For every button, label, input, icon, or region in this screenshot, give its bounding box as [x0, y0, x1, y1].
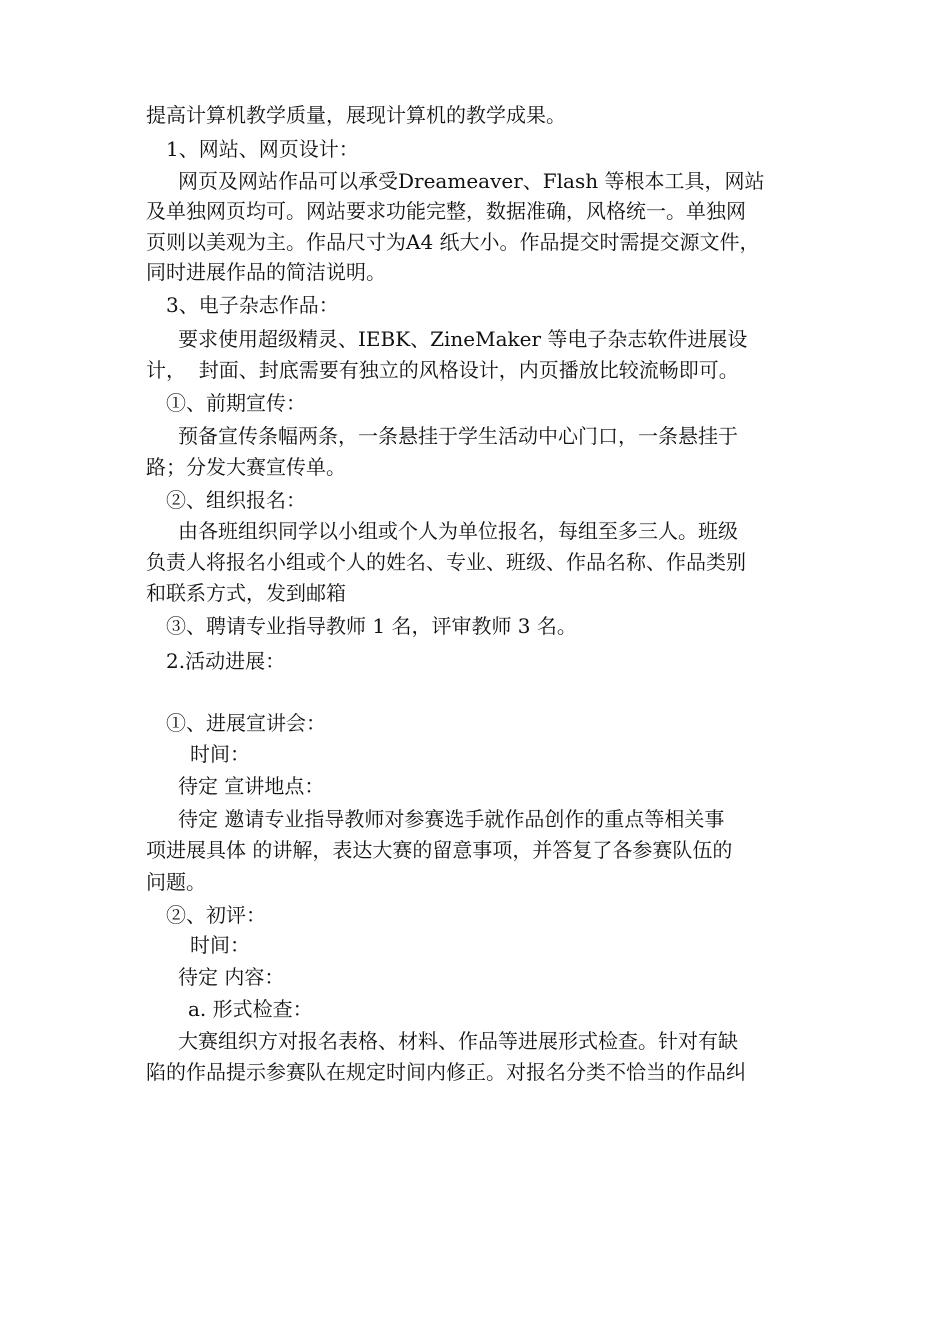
paragraph-line: 大赛组织方对报名表格、材料、作品等进展形式检查。针对有缺 — [178, 1029, 738, 1053]
paragraph-line: 路；分发大赛宣传单。 — [146, 455, 346, 479]
paragraph-line: 和联系方式，发到邮箱 — [146, 581, 346, 605]
section-heading: 2.活动进展： — [166, 649, 286, 673]
paragraph-line: 待定 内容： — [178, 965, 285, 989]
section-heading: ①、进展宣讲会： — [166, 711, 326, 735]
paragraph-line: 计， 封面、封底需要有独立的风格设计，内页播放比较流畅即可。 — [146, 358, 739, 382]
paragraph-line: 要求使用超级精灵、IEBK、ZineMaker 等电子杂志软件进展设 — [178, 327, 748, 351]
section-heading: ①、前期宣传： — [166, 391, 306, 415]
paragraph-line: 时间： — [190, 742, 250, 766]
section-heading: ②、初评： — [166, 903, 266, 927]
paragraph-line: 预备宣传条幅两条，一条悬挂于学生活动中心门口，一条悬挂于 — [178, 424, 738, 448]
paragraph-line: 待定 宣讲地点： — [178, 774, 325, 798]
paragraph-line: 页则以美观为主。作品尺寸为A4 纸大小。作品提交时需提交源文件， — [146, 230, 760, 254]
paragraph-line: 问题。 — [146, 870, 206, 894]
paragraph-line: 及单独网页均可。网站要求功能完整，数据准确，风格统一。单独网 — [146, 199, 746, 223]
section-heading: ②、组织报名： — [166, 488, 306, 512]
paragraph-line: 时间： — [190, 933, 250, 957]
paragraph-line: 待定 邀请专业指导教师对参赛选手就作品创作的重点等相关事 — [178, 807, 725, 831]
paragraph-line: 项进展具体 的讲解，表达大赛的留意事项，并答复了各参赛队伍的 — [146, 838, 733, 862]
section-heading: 3、电子杂志作品： — [166, 293, 339, 317]
paragraph-line: 提高计算机教学质量，展现计算机的教学成果。 — [146, 103, 566, 127]
paragraph-line: 网页及网站作品可以承受Dreameaver、Flash 等根本工具，网站 — [178, 169, 765, 193]
paragraph-line: 由各班组织同学以小组或个人为单位报名，每组至多三人。班级 — [178, 519, 738, 543]
section-heading: 1、网站、网页设计： — [166, 137, 359, 161]
paragraph-line: 同时进展作品的简洁说明。 — [146, 260, 386, 284]
paragraph-line: a. 形式检查： — [188, 997, 313, 1021]
section-heading: ③、聘请专业指导教师 1 名，评审教师 3 名。 — [166, 614, 577, 638]
paragraph-line: 负责人将报名小组或个人的姓名、专业、班级、作品名称、作品类别 — [146, 550, 746, 574]
paragraph-line: 陷的作品提示参赛队在规定时间内修正。对报名分类不恰当的作品纠 — [146, 1060, 746, 1084]
